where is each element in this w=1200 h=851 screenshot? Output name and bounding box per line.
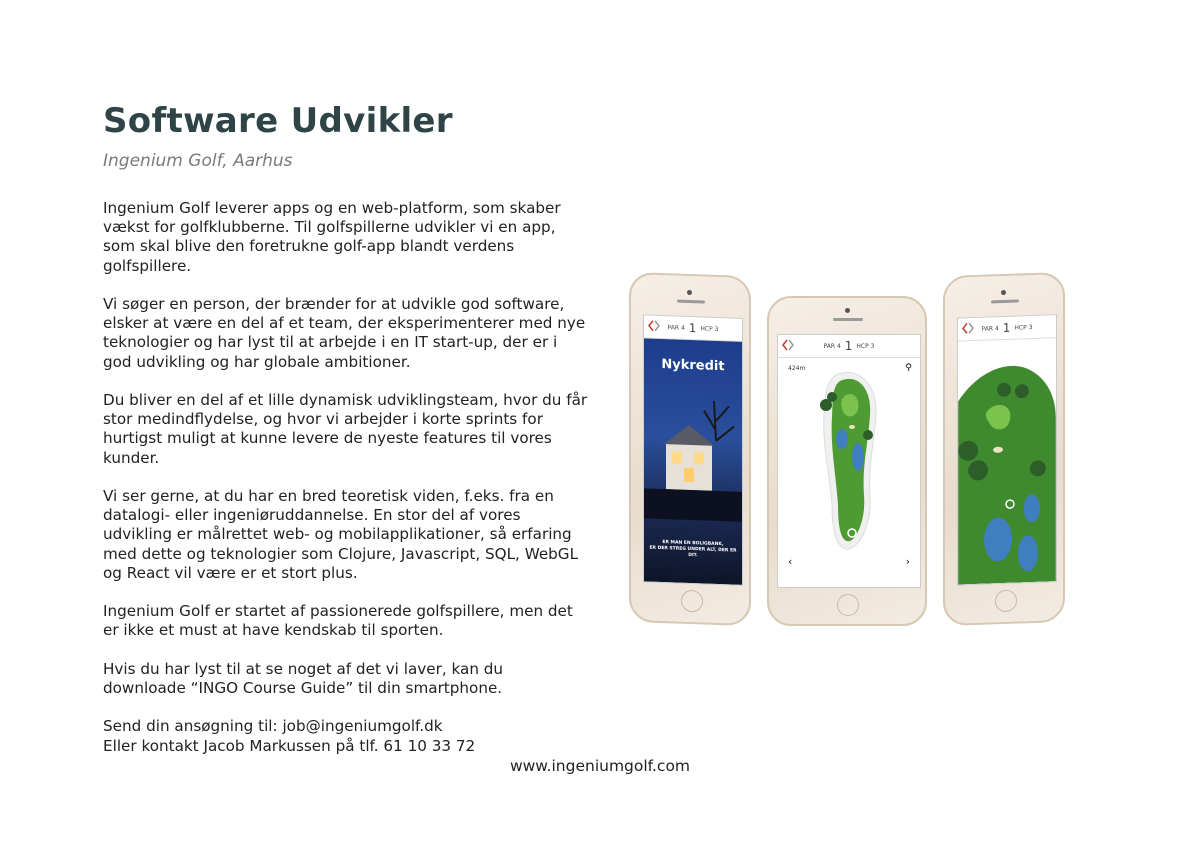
- phone-speaker: [677, 300, 705, 304]
- ad-house-image: [644, 398, 742, 521]
- phone-speaker: [991, 299, 1019, 303]
- par-label: PAR 4: [667, 323, 685, 332]
- distance-readout: 424m: [964, 361, 982, 370]
- phone-center: [767, 296, 927, 626]
- ad-tagline: ER MAN EN BOLIGBANK, ER DER STREG UNDER ALT, DER ER DIT.: [649, 540, 737, 559]
- distance-readout: 424m: [788, 365, 806, 372]
- paragraph-download: Hvis du har lyst til at se noget af det vi laver, kan du downloade “INGO Course Guide” til din smartphone.: [103, 659, 504, 697]
- paragraph-qualifications: Vi ser gerne, at du har en bred teoretisk viden, f.eks. fra en datalogi- eller ingeniøruddannelse. En stor del af vores udvikling er målrettet web- og mobilapplikationer, så erfaring med dette og teknologier som Clojure, Javascript, SQL, WebGL og React vil være er et stort plus.: [103, 487, 579, 582]
- hole-map-zoomed[interactable]: [958, 338, 1056, 584]
- ingenium-logo-icon: [648, 320, 660, 332]
- ingenium-logo-icon: [962, 322, 974, 334]
- phone-left-screen: [643, 314, 743, 585]
- page-title: Software Udvikler: [103, 101, 453, 141]
- phone-home-button: [837, 594, 859, 616]
- phone-home-button: [681, 590, 703, 613]
- next-hole-button[interactable]: ›: [905, 555, 910, 568]
- hole-number: 1: [1002, 320, 1011, 336]
- app-hole-header: [644, 315, 742, 341]
- paragraph-profile: Vi søger en person, der brænder for at udvikle god software, elsker at være en del af et team, der eksperimenterer med nye teknologier og har lyst til at arbejde i en IT start-up, der er i god udvikling og har globale ambitioner.: [103, 295, 586, 371]
- phone-camera: [687, 290, 692, 295]
- contact-phone-line: Eller kontakt Jacob Markussen på tlf. 61 10 33 72: [103, 736, 476, 755]
- hole-map[interactable]: [778, 335, 920, 587]
- phone-camera: [1001, 290, 1006, 295]
- phone-left: [629, 272, 751, 626]
- search-icon[interactable]: ⚲: [905, 363, 912, 373]
- hole-number: 1: [844, 339, 853, 353]
- phone-right: [943, 272, 1065, 626]
- phone-camera: [845, 308, 850, 313]
- hcp-label: HCP 3: [1014, 323, 1033, 332]
- par-label: PAR 4: [981, 324, 999, 333]
- paragraph-intro: Ingenium Golf leverer apps og en web-platform, som skaber vækst for golfklubberne. Til golfspillerne udvikler vi en app, som skal blive den foretrukne golf-app blandt verdens golfspillere.: [103, 199, 561, 275]
- app-hole-header: [958, 315, 1056, 341]
- paragraph-golf: Ingenium Golf er startet af passionerede golfspillere, men det er ikke et must at have kendskab til sporten.: [103, 602, 573, 640]
- phone-center-screen: [777, 334, 921, 588]
- phone-speaker: [833, 318, 863, 321]
- hcp-label: HCP 3: [700, 324, 719, 333]
- app-phone-mockups: [625, 268, 1070, 633]
- paragraph-team: Du bliver en del af et lille dynamisk udviklingsteam, hvor du får stor medindflydelse, og hvor vi arbejder i korte sprints for hurtigst muligt at kunne levere de nyeste features til vores kunder.: [103, 391, 588, 467]
- job-description: [103, 199, 588, 756]
- phone-home-button: [995, 590, 1017, 613]
- website-url: www.ingeniumgolf.com: [509, 757, 691, 775]
- hcp-label: HCP 3: [856, 342, 875, 350]
- job-location: Ingenium Golf, Aarhus: [103, 151, 293, 171]
- hole-number: 1: [688, 320, 697, 336]
- par-label: PAR 4: [823, 342, 841, 350]
- contact-email-line: Send din ansøgning til: job@ingeniumgolf.dk: [103, 717, 443, 736]
- ad-banner: [644, 338, 742, 584]
- phone-right-screen: [957, 314, 1057, 585]
- prev-hole-button[interactable]: ‹: [788, 555, 793, 568]
- ad-brand-logo: Nykredit: [661, 357, 725, 375]
